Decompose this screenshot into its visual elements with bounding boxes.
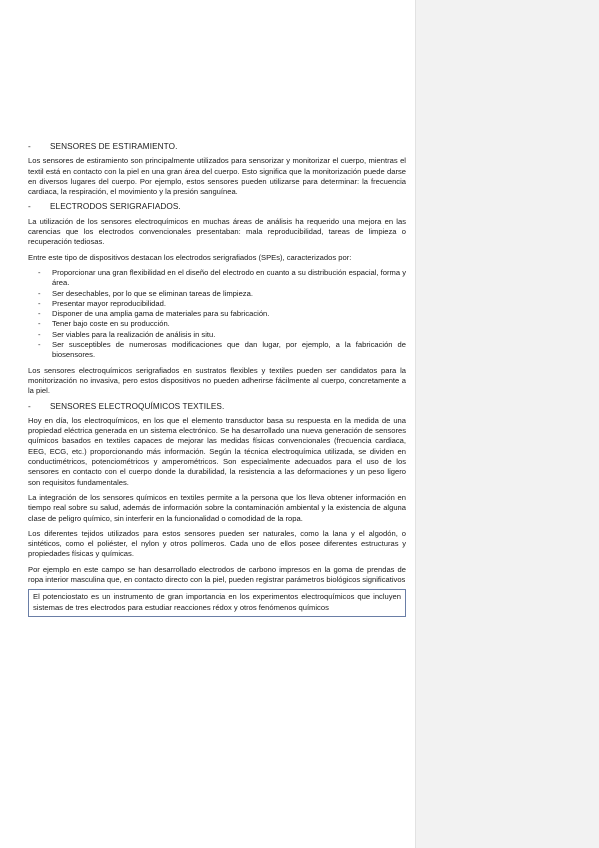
paragraph-estiramiento: Los sensores de estiramiento son principalmente utilizados para sensorizar y monitorizar el cuerpo, mientras el textil está en contacto con la piel en una gran área del cuerpo. Esto significa que la monitorización puede darse en diversos lugares del cuerpo. Por ejemplo, estos sensores pueden utilizarse para determinar: la frecuencia cardiaca, la respiración, el movimiento y la presión sanguínea. [28, 156, 406, 197]
list-item-text: Ser susceptibles de numerosas modificaciones que dan lugar, por ejemplo, a la fabricación de biosensores. [52, 340, 406, 360]
heading-text: SENSORES DE ESTIRAMIENTO. [50, 142, 178, 151]
paragraph-integracion: La integración de los sensores químicos en textiles permite a la persona que los lleva obtener información en tiempo real sobre su salud, además de información sobre la contaminación ambiental y la existencia de alguna clase de peligro químico, sin interferir en la funcionalidad o comodidad de la ropa. [28, 492, 406, 523]
bullet-dash: - [38, 288, 41, 298]
paragraph-tejidos: Los diferentes tejidos utilizados para estos sensores pueden ser naturales, como la lana y el algodón, o sintéticos, como el poliéster, el nylon y otros polímeros. Cada uno de ellos posee diferentes estructuras y propiedades físicas y químicas. [28, 528, 406, 559]
list-item [28, 330, 406, 340]
highlighted-paragraph-potenciostato[interactable]: El potenciostato es un instrumento de gran importancia en los experimentos electroquímicos que incluyen sistemas de tres electrodos para estudiar reacciones rédox y otros fenómenos químicos [28, 589, 406, 617]
spes-characteristics-list [28, 268, 406, 361]
paragraph-hoy-en-dia: Hoy en día, los electroquímicos, en los que el elemento transductor basa su respuesta en la medida de una propiedad eléctrica generada en un sistema electrónico. Se ha desarrollado una nueva generación de sensores químicos basados en textiles capaces de mejorar las medidas físicas convencionales (frecuencia cardiaca, EEG, ECG, etc.) proporcionando más información. Según la técnica electroquímica utilizada, se dividen en conductimétricos, potenciométricos y amperométricos. Son especialmente adecuados para el uso de los sensores en contacto con el cuerpo donde la durabilidad, la resistencia a las deformaciones y un peso ligero son requisitos fundamentales. [28, 415, 406, 487]
list-item [28, 319, 406, 329]
list-item [28, 299, 406, 309]
list-item-text: Presentar mayor reproducibilidad. [52, 298, 166, 308]
bullet-dash: - [38, 340, 41, 350]
bullet-dash: - [38, 267, 41, 277]
paragraph-spes-intro: Entre este tipo de dispositivos destacan los electrodos serigrafiados (SPEs), caracterizados por: [28, 252, 352, 262]
bullet-dash: - [38, 329, 41, 339]
heading-text: SENSORES ELECTROQUÍMICOS TEXTILES. [50, 401, 225, 411]
document-body [28, 140, 406, 617]
list-item-text: Ser viables para la realización de análisis in situ. [52, 329, 216, 339]
list-item-text: Ser desechables, por lo que se eliminan tareas de limpieza. [52, 288, 253, 298]
bullet-dash: - [38, 298, 41, 308]
list-item [28, 289, 406, 299]
heading-dash: - [28, 142, 31, 151]
comment-pane [415, 0, 599, 848]
list-item [28, 340, 406, 361]
heading-sensores-estiramiento [28, 142, 406, 152]
bullet-dash: - [38, 309, 41, 319]
paragraph-electrodos-carbono: Por ejemplo en este campo se han desarrollado electrodos de carbono impresos en la goma de prendas de ropa interior masculina que, en contacto directo con la piel, pueden registrar parámetros biológicos significativos [28, 564, 406, 584]
heading-text: ELECTRODOS SERIGRAFIADOS. [50, 202, 181, 212]
bullet-dash: - [38, 319, 41, 329]
heading-dash: - [28, 401, 31, 411]
list-item-text: Tener bajo coste en su producción. [52, 319, 170, 329]
list-item [28, 268, 406, 289]
heading-electrodos-serigrafiados [28, 202, 406, 212]
heading-dash: - [28, 202, 31, 212]
paragraph-electroquimicos-mejora: La utilización de los sensores electroquímicos en muchas áreas de análisis ha requerido una mejora en las carencias que los electrodos convencionales presentaban: mala reproducibilidad, tareas de limpieza o recuperación tediosas. [28, 216, 406, 247]
list-item-text: Disponer de una amplia gama de materiales para su fabricación. [52, 309, 270, 319]
heading-sensores-electroquimicos-textiles [28, 402, 406, 412]
paragraph-sustratos-flexibles: Los sensores electroquímicos serigrafiados en sustratos flexibles y textiles pueden ser candidatos para la monitorización no invasiva, pero estos dispositivos no pueden adherirse fácilmente al cuerpo, concretamente a la piel. [28, 365, 406, 396]
list-item [28, 309, 406, 319]
list-item-text: Proporcionar una gran flexibilidad en el diseño del electrodo en cuanto a su distribución espacial, forma y área. [52, 267, 406, 288]
